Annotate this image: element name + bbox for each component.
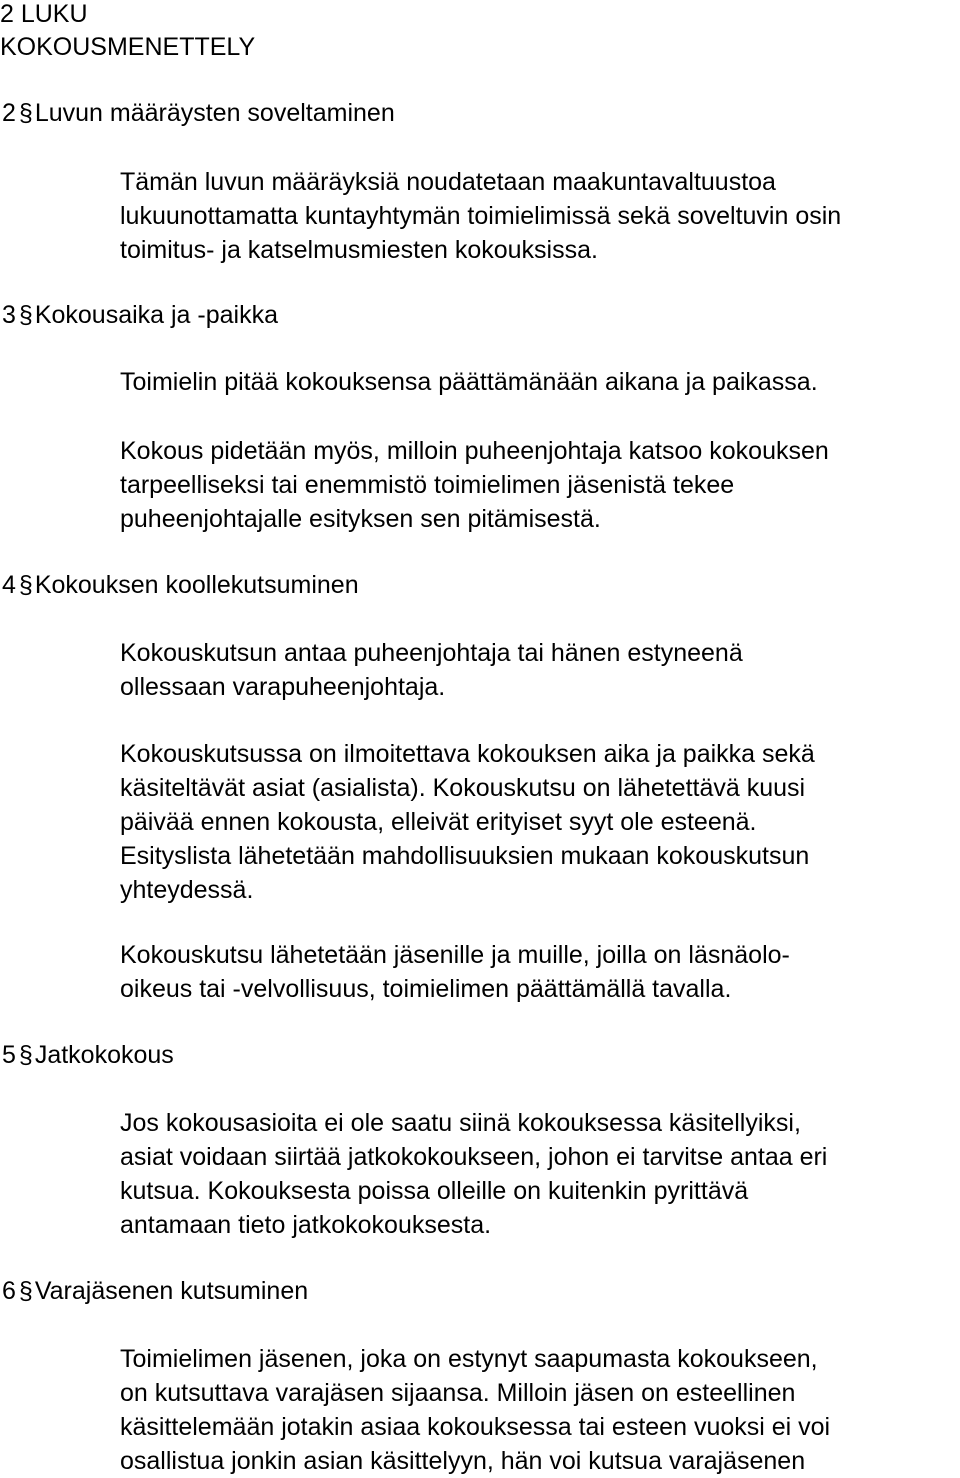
text-line: ollessaan varapuheenjohtaja. [120, 673, 446, 701]
paragraph [120, 636, 950, 704]
section-symbol: § [18, 1277, 33, 1305]
paragraph [120, 165, 950, 267]
text-line: Jos kokousasioita ei ole saatu siinä kokouksessa käsitellyiksi, [120, 1109, 801, 1137]
section-heading-5 [2, 1038, 174, 1072]
text-line: tarpeelliseksi tai enemmistö toimielimen jäsenistä tekee [120, 471, 735, 499]
text-line: Kokous pidetään myös, milloin puheenjohtaja katsoo kokouksen [120, 437, 829, 465]
text-line: yhteydessä. [120, 876, 254, 904]
text-line: Esityslista lähetetään mahdollisuuksien mukaan kokouskutsun [120, 842, 810, 870]
section-number: 3 [2, 301, 16, 329]
section-number: 2 [2, 99, 16, 127]
chapter-number: 2 LUKU [0, 0, 88, 28]
section-symbol: § [18, 571, 33, 599]
section-title: Jatkokokous [34, 1041, 174, 1069]
section-title: Luvun määräysten soveltaminen [34, 99, 395, 127]
section-heading-6 [2, 1274, 308, 1308]
text-line: oikeus tai -velvollisuus, toimielimen päättämällä tavalla. [120, 975, 732, 1003]
text-line: asiat voidaan siirtää jatkokokoukseen, johon ei tarvitse antaa eri [120, 1143, 828, 1171]
section-title: Kokouksen koollekutsuminen [34, 571, 359, 599]
section-title: Varajäsenen kutsuminen [34, 1277, 309, 1305]
text-line: puheenjohtajalle esityksen sen pitämisestä. [120, 505, 601, 533]
section-number: 4 [2, 571, 16, 599]
text-line: antamaan tieto jatkokokouksesta. [120, 1211, 492, 1239]
section-symbol: § [18, 99, 33, 127]
text-line: käsiteltävät asiat (asialista). Kokouskutsu on lähetettävä kuusi [120, 774, 806, 802]
text-line: päivää ennen kokousta, elleivät erityiset syyt ole esteenä. [120, 808, 757, 836]
section-symbol: § [18, 301, 33, 329]
text-line: käsittelemään jotakin asiaa kokouksessa tai esteen vuoksi ei voi [120, 1413, 831, 1441]
section-heading-2 [2, 96, 395, 130]
section-heading-3 [2, 298, 278, 332]
text-line: osallistua jonkin asian käsittelyyn, hän voi kutsua varajäsenen [120, 1447, 806, 1475]
text-line: lukuunottamatta kuntayhtymän toimielimissä sekä soveltuvin osin [120, 202, 842, 230]
text-line: kutsua. Kokouksesta poissa olleille on kuitenkin pyrittävä [120, 1177, 749, 1205]
paragraph [120, 1106, 950, 1242]
text-line: Toimielin pitää kokouksensa päättämänään aikana ja paikassa. [120, 368, 818, 396]
text-line: toimitus- ja katselmusmiesten kokouksissa. [120, 236, 598, 264]
text-line: Toimielimen jäsenen, joka on estynyt saapumasta kokoukseen, [120, 1345, 818, 1373]
section-number: 5 [2, 1041, 16, 1069]
paragraph [120, 365, 950, 399]
text-line: Kokouskutsun antaa puheenjohtaja tai hänen estyneenä [120, 639, 743, 667]
paragraph [120, 938, 950, 1006]
paragraph [120, 434, 950, 536]
paragraph [120, 1342, 950, 1478]
text-line: Kokouskutsussa on ilmoitettava kokouksen aika ja paikka sekä [120, 740, 815, 768]
paragraph [120, 737, 950, 907]
section-number: 6 [2, 1277, 16, 1305]
text-line: Kokouskutsu lähetetään jäsenille ja muille, joilla on läsnäolo- [120, 941, 790, 969]
text-line: Tämän luvun määräyksiä noudatetaan maakuntavaltuustoa [120, 168, 776, 196]
text-line: on kutsuttava varajäsen sijaansa. Milloin jäsen on esteellinen [120, 1379, 796, 1407]
section-heading-4 [2, 568, 359, 602]
chapter-title: KOKOUSMENETTELY [0, 33, 256, 61]
section-symbol: § [18, 1041, 33, 1069]
section-title: Kokousaika ja -paikka [34, 301, 279, 329]
